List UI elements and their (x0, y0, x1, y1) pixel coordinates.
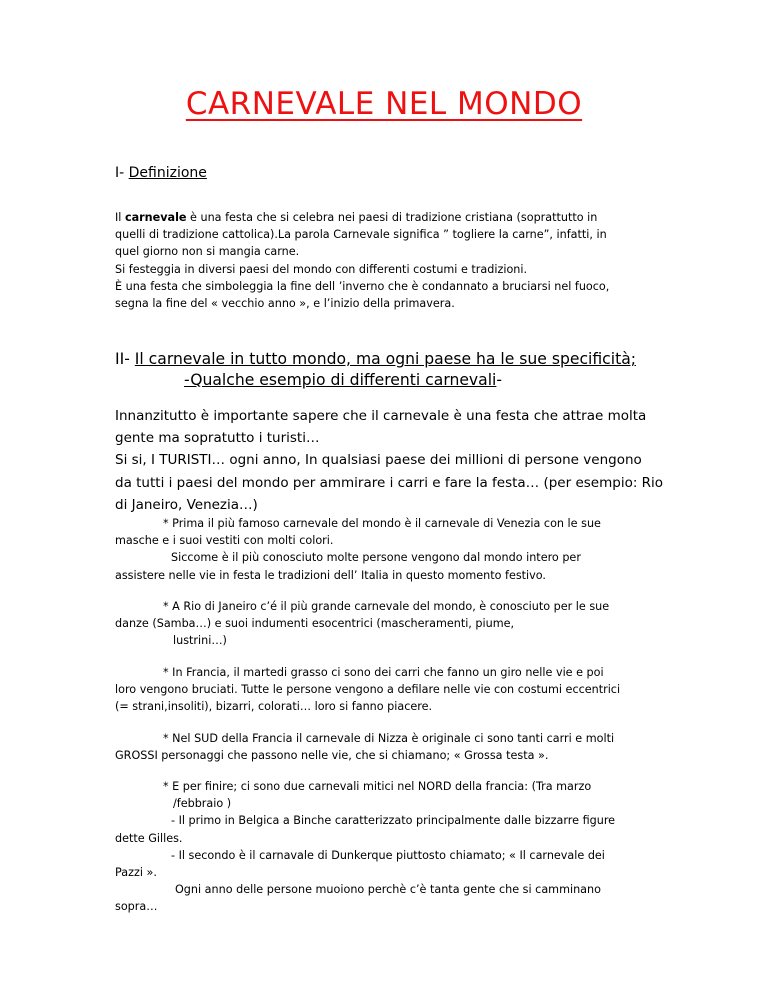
text-line: - Il primo in Belgica a Binche caratterizzato principalmente dalle bizzarre figure (171, 814, 616, 828)
section-2-title: Il carnevale in tutto mondo, ma ogni paese ha le sue specificità; (134, 350, 637, 368)
text-line: lustrini…) (173, 634, 227, 648)
text-line: assistere nelle vie in festa le tradizioni dell’ Italia in questo momento festivo. (115, 568, 546, 582)
text-line: di Janeiro, Venezia…) (115, 496, 258, 513)
text-line: masche e i suoi vestiti con molti colori. (115, 534, 334, 548)
section-1-paragraph (115, 209, 675, 312)
text-line: dette Gilles. (115, 831, 183, 845)
text-line: * A Rio di Janeiro c’é il più grande carnevale del mondo, è conosciuto per le sue (163, 600, 610, 613)
text-line: È una festa che simboleggia la fine dell ’inverno che è condannato a bruciarsi nel fuoco, (115, 279, 610, 293)
text-line: - Il secondo è il carnavale di Dunkerque piuttosto chiamato; « Il carnevale dei (171, 848, 605, 862)
text-line: loro vengono bruciati. Tutte le persone vengono a defilare nelle vie con costumi eccentrici (115, 683, 621, 697)
text-line: * Nel SUD della Francia il carnevale di Nizza è originale ci sono tanti carri e molti (163, 732, 615, 745)
section-1-heading (115, 165, 207, 181)
text-line: Siccome è il più conosciuto molte persone vengono dal mondo intero per (171, 551, 581, 565)
nizza-paragraph (115, 730, 675, 764)
text-line: Il carnevale è una festa che si celebra nei paesi di tradizione cristiana (soprattutto in (115, 211, 598, 224)
text-line: quelli di tradizione cattolica).La parola Carnevale significa ” togliere la carne”, infatti, in (115, 228, 607, 242)
text-line: * Prima il più famoso carnevale del mondo è il carnevale di Venezia con le sue (163, 517, 601, 530)
text-line: * E per finire; ci sono due carnevali mitici nel NORD della francia: (Tra marzo (163, 780, 592, 793)
text-line: quel giorno non si mangia carne. (115, 245, 300, 259)
text-line: danze (Samba…) e suoi indumenti esocentrici (mascheramenti, piume, (115, 617, 515, 631)
text-line: Innanzitutto è importante sapere che il carnevale è una festa che attrae molta (115, 408, 647, 424)
section-1-number: I- (115, 165, 125, 181)
text-line: (= strani,insoliti), bizarri, colorati… loro si fanno piacere. (115, 700, 433, 714)
page-title: CARNEVALE NEL MONDO (185, 86, 583, 122)
text-line: Pazzi ». (115, 866, 157, 880)
text-line: Si festeggia in diversi paesi del mondo con differenti costumi e tradizioni. (115, 262, 528, 276)
bold-term: carnevale (124, 211, 187, 224)
francia-paragraph (115, 664, 675, 716)
text-line: gente ma sopratutto i turisti… (115, 430, 320, 447)
text-line: * In Francia, il martedi grasso ci sono dei carri che fanno un giro nelle vie e poi (163, 666, 604, 679)
section-2-number: II- (115, 350, 130, 368)
nord-paragraph (115, 778, 675, 916)
rio-paragraph (115, 598, 675, 650)
text-line: segna la fine del « vecchio anno », e l’inizio della primavera. (115, 297, 455, 311)
section-2-intro (115, 405, 675, 516)
text-line: da tutti i paesi del mondo per ammirare i carri e fare la festa… (per esempio: Rio (115, 474, 664, 491)
section-2-subtitle: -Qualche esempio di differenti carnevali (184, 371, 497, 389)
text-line: /febbraio ) (173, 797, 232, 811)
text-line: Si si, I TURISTI… ogni anno, In qualsiasi paese dei millioni di persone vengono (115, 452, 642, 469)
text-line: Ogni anno delle persone muoiono perchè c’è tanta gente che si camminano (175, 883, 601, 897)
text-line: sopra… (115, 900, 158, 914)
text-line: GROSSI personaggi che passono nelle vie, che si chiamano; « Grossa testa ». (115, 749, 549, 763)
venezia-paragraph (115, 515, 675, 584)
section-1-title: Definizione (128, 165, 207, 181)
section-2-heading: II- Il carnevale in tutto mondo, ma ogni paese ha le sue specificità; -Qualche esempio di differenti carnevali- (115, 350, 637, 389)
